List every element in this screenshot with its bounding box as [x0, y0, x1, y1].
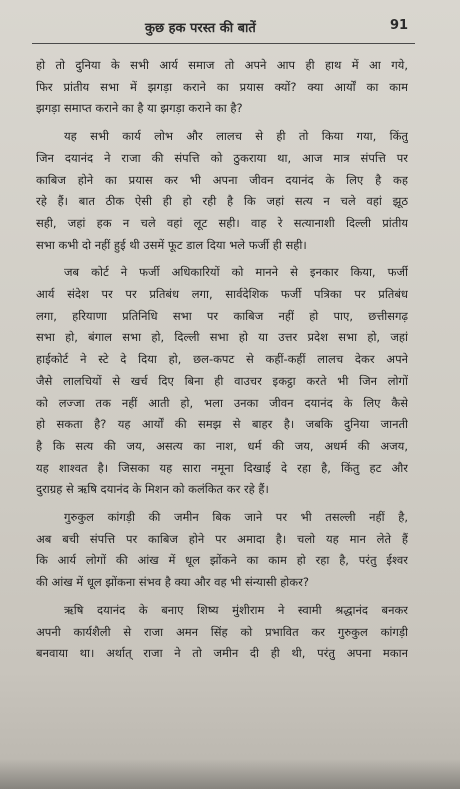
text-line: की आंख में धूल झोंकना संभव है क्या और वह भी संन्यासी होकर?	[36, 575, 309, 590]
text-line: काबिज होने का प्रयास कर भी अपना जीवन दयानंद के लिए है कह	[36, 172, 408, 187]
text-line: को लज्जा तक नहीं आती हो, भला उनका जीवन दयानंद के लिए कैसे	[36, 395, 408, 410]
text-line: जिन दयानंद ने राजा की संपत्ति को ठुकराया था, आज मात्र संपत्ति पर	[36, 150, 408, 165]
text-line: झगड़ा समाप्त कराने का है या झगड़ा कराने का है?	[36, 101, 243, 116]
text-line: सभा हो, बंगाल सभा हो, दिल्ली सभा हो या उत्तर प्रदेश सभा हो, जहां	[36, 330, 408, 345]
text-line: आर्य संदेश पर पर प्रतिबंध लगा, सार्वदेशिक फर्जी पत्रिका पर प्रतिबंध	[36, 287, 408, 302]
text-line: बनवाया था। अर्थात् राजा ने तो जमीन दी ही थी, परंतु अपना मकान	[36, 646, 408, 661]
text-line: फिर प्रांतीय सभा में झगड़ा कराने का प्रयास क्यों? क्या आर्यों का काम	[36, 79, 408, 94]
text-line: यह सभी कार्य लोभ और लालच से ही तो किया गया, किंतु	[64, 129, 408, 144]
text-line: हो तो दुनिया के सभी आर्य समाज तो अपने आप ही हाथ में आ गये,	[36, 58, 408, 72]
text-line: अब बची संपत्ति पर काबिज होने पर अमादा है। चलो यह मान लेते हैं	[36, 531, 408, 546]
text-line: अपनी कार्यशैली से राजा अमन सिंह को प्रभावित कर गुरुकुल कांगड़ी	[36, 624, 408, 639]
text-line: यह शाश्वत है। जिसका यह सारा नमूना दिखाई दे रहा है, किंतु हट और	[36, 460, 408, 475]
paragraph-4	[36, 507, 408, 594]
body-text	[36, 55, 408, 671]
paragraph-5	[36, 600, 408, 665]
text-line: दुराग्रह से ऋषि दयानंद के मिशन को कलंकित कर रहे हैं।	[36, 482, 269, 497]
page-shadow	[0, 759, 460, 789]
text-line: हाईकोर्ट ने स्टे दे दिया हो, छल-कपट से कहीं-कहीं लालच देकर अपने	[36, 352, 408, 367]
page-number: 91	[390, 18, 409, 33]
text-line: लगा, हरियाणा प्रतिनिधि सभा पर काबिज नहीं हो पाए, छत्तीसगढ़	[36, 308, 408, 323]
text-line: जैसे लालचियों से खर्च दिए बिना ही वाउचर इकट्ठा करते भी जिन लोगों	[36, 373, 408, 388]
paragraph-1	[36, 55, 408, 120]
text-line: सही, जहां हक न चले वहां लूट सही। वाह रे सत्यानाशी दिल्ली प्रांतीय	[36, 215, 408, 230]
text-line: गुरुकुल कांगड़ी की जमीन बिक जाने पर भी तसल्ली नहीं है,	[64, 510, 408, 525]
paragraph-3	[36, 262, 408, 501]
page-header	[0, 18, 460, 42]
text-line: सभा कभी दो नहीं हुई थी उसमें फूट डाल दिया भले फर्जी ही सही।	[36, 237, 307, 252]
text-line: जब कोर्ट ने फर्जी अधिकारियों को मानने से इनकार किया, फर्जी	[64, 265, 408, 280]
running-head: कुछ हक परस्त की बातें	[145, 21, 256, 36]
text-line: ऋषि दयानंद के बनाए शिष्य मुंशीराम ने स्वामी श्रद्धानंद बनकर	[64, 602, 408, 617]
text-line: हो सकता है? यह आर्यों की समझ से बाहर है। जबकि दुनिया जानती	[36, 417, 408, 432]
text-line: कि आर्य लोगों की आंख में धूल झोंकने का काम हो रहा है, परंतु ईश्वर	[36, 553, 408, 568]
paragraph-2	[36, 126, 408, 256]
header-rule	[32, 43, 415, 44]
text-line: है कि सत्य की जय, असत्य का नाश, धर्म की जय, अधर्म की अजय,	[36, 438, 408, 453]
text-line: रहे हैं। बात ठीक ऐसी ही हो रही है कि जहां सत्य न चले वहां झूठ	[36, 194, 408, 209]
